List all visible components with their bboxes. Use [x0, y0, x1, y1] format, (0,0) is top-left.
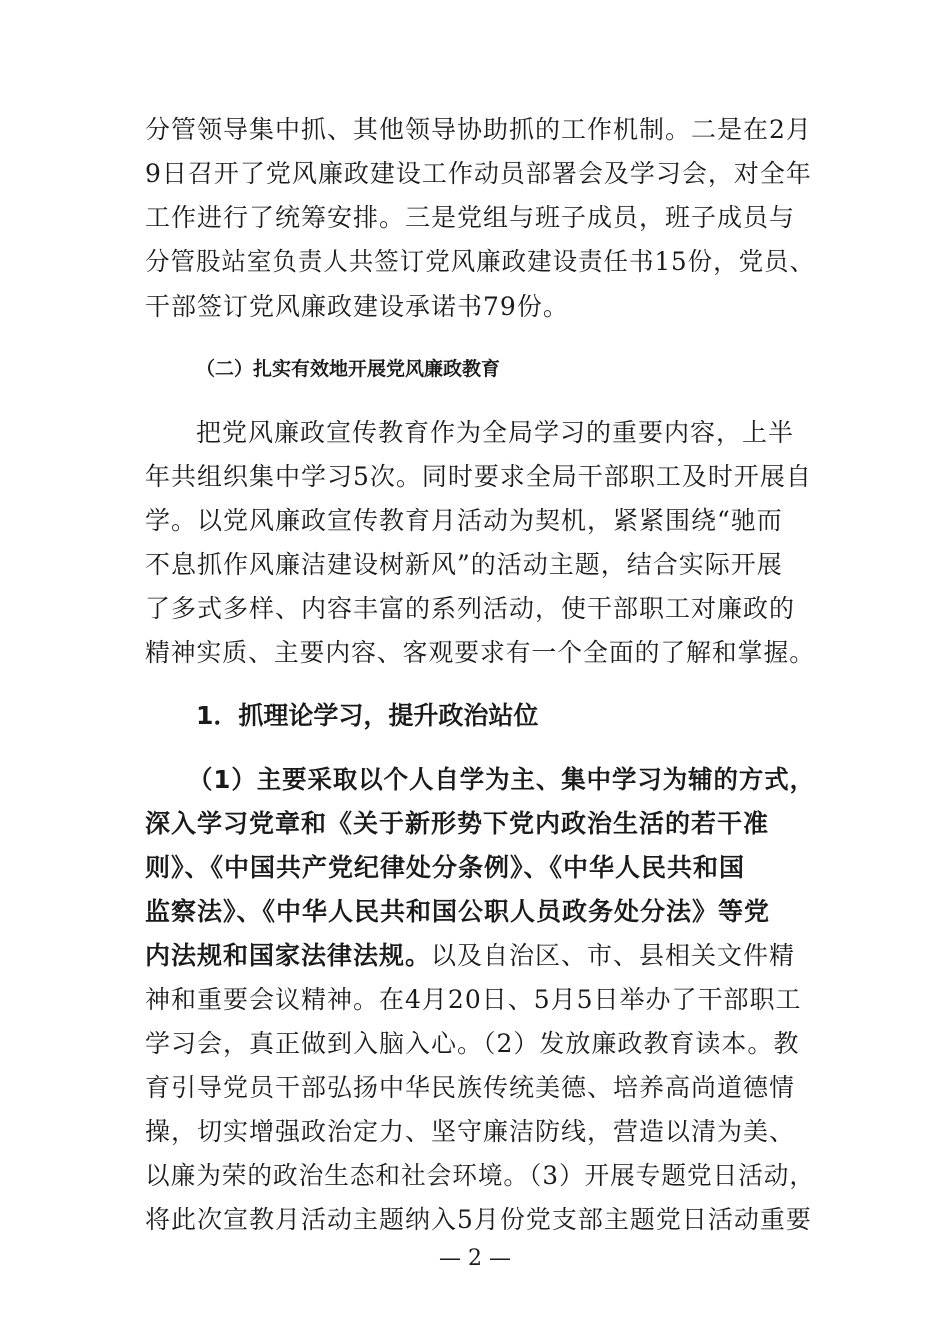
item-normal-line-4: 操，切实增强政治定力、坚守廉洁防线，营造以清为美、: [145, 1117, 796, 1146]
section-line-6: 精神实质、主要内容、客观要求有一个全面的了解和掌握。: [145, 638, 815, 667]
intro-line-2: 9日召开了党风廉政建设工作动员部署会及学习会，对全年: [145, 159, 812, 188]
intro-line-4: 分管股站室负责人共签订党风廉政建设责任书15份，党员、: [145, 247, 816, 276]
item-mixed-line: [145, 940, 795, 972]
item-bold-line-4: 监察法》、《中华人民共和国公职人员政务处分法》等党: [145, 897, 771, 926]
item-normal-line-5: 以廉为荣的政治生态和社会环境。（3）开展专题党日活动，: [145, 1161, 816, 1190]
page-number: — 2 —: [439, 1246, 511, 1271]
item-normal-line-6: 将此次宣教月活动主题纳入5月份党支部主题党日活动重要: [145, 1205, 812, 1234]
item-bold-line-3: 则》、《中国共产党纪律处分条例》、《中华人民共和国: [145, 853, 746, 882]
item-bold-line-1: （1）主要采取以个人自学为主、集中学习为辅的方式，: [188, 765, 815, 794]
intro-line-3: 工作进行了统筹安排。三是党组与班子成员，班子成员与: [145, 203, 796, 232]
section-line-2: 年共组织集中学习5次。同时要求全局干部职工及时开展自: [145, 462, 812, 491]
item-heading: 1．抓理论学习，提升政治站位: [196, 701, 539, 730]
section-line-5: 了多式多样、内容丰富的系列活动，使干部职工对廉政的: [145, 594, 796, 623]
intro-line-5: 干部签订党风廉政建设承诺书79份。: [145, 292, 569, 321]
section-line-1: 把党风廉政宣传教育作为全局学习的重要内容，上半: [196, 418, 795, 447]
section-heading: （二）扎实有效地开展党风廉政教育: [196, 358, 501, 380]
item-bold-line-2: 深入学习党章和《关于新形势下党内政治生活的若干准: [145, 809, 770, 838]
section-line-4: 不息抓作风廉洁建设树新风”的活动主题，结合实际开展: [145, 550, 783, 579]
intro-line-1: 分管领导集中抓、其他领导协助抓的工作机制。二是在2月: [145, 115, 812, 144]
section-line-3: 学。以党风廉政宣传教育月活动为契机，紧紧围绕“驰而: [145, 506, 783, 535]
item-normal-line-2: 学习会，真正做到入脑入心。（2）发放廉政教育读本。教: [145, 1029, 800, 1058]
item-normal-line-1: 神和重要会议精神。在4月20日、5月5日举办了干部职工: [145, 985, 802, 1014]
item-mixed-bold: 内法规和国家法律法规。: [145, 941, 432, 970]
item-normal-line-3: 育引导党员干部弘扬中华民族传统美德、培养高尚道德情: [145, 1073, 796, 1102]
item-mixed-normal: 以及自治区、市、县相关文件精: [431, 941, 796, 970]
